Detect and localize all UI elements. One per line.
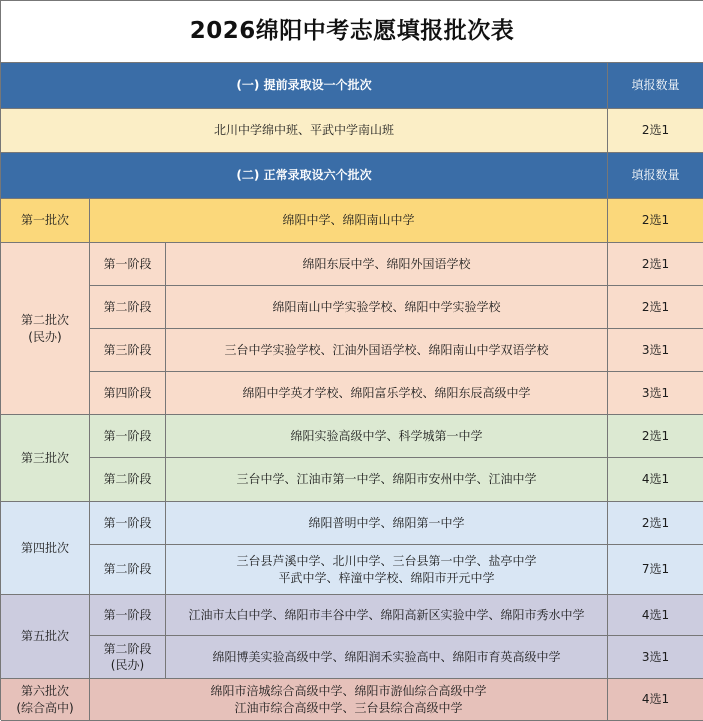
batch6-label: 第六批次 (综合高中) (1, 679, 90, 721)
batch2-stage4-schools: 绵阳中学英才学校、绵阳富乐学校、绵阳东辰高级中学 (166, 372, 608, 415)
batch2-stage4: 第四阶段 (90, 372, 166, 415)
batch5-label: 第五批次 (1, 595, 90, 679)
batch4-stage2-schools: 三台县芦溪中学、北川中学、三台县第一中学、盐亭中学 平武中学、梓潼中学校、绵阳市开元中学 (166, 545, 608, 595)
batch4-label: 第四批次 (1, 502, 90, 595)
batch2-stage4-count: 3选1 (608, 372, 703, 415)
batch5-stage1-count: 4选1 (608, 595, 703, 636)
batch5-stage2-count: 3选1 (608, 636, 703, 679)
batch6-count: 4选1 (608, 679, 703, 721)
batch4-stage1-schools: 绵阳普明中学、绵阳第一中学 (166, 502, 608, 545)
batch3-label: 第三批次 (1, 415, 90, 502)
batch4-stage2-count: 7选1 (608, 545, 703, 595)
batch5-stage1-schools: 江油市太白中学、绵阳市丰谷中学、绵阳高新区实验中学、绵阳市秀水中学 (166, 595, 608, 636)
section1-header: (一) 提前录取设一个批次 (1, 63, 608, 109)
batch3-stage2: 第二阶段 (90, 458, 166, 502)
batch3-stage2-count: 4选1 (608, 458, 703, 502)
batch4-stage1: 第一阶段 (90, 502, 166, 545)
batch2-stage3-count: 3选1 (608, 329, 703, 372)
batch2-label: 第二批次 (民办) (1, 243, 90, 415)
batch2-stage1-schools: 绵阳东辰中学、绵阳外国语学校 (166, 243, 608, 286)
batch3-stage1-schools: 绵阳实验高级中学、科学城第一中学 (166, 415, 608, 458)
section1-count-header: 填报数量 (608, 63, 703, 109)
batch3-stage1-count: 2选1 (608, 415, 703, 458)
batch1-count: 2选1 (608, 199, 703, 243)
section2-header: (二) 正常录取设六个批次 (1, 153, 608, 199)
page-title: 2026绵阳中考志愿填报批次表 (1, 1, 703, 63)
batch5-stage2: 第二阶段 (民办) (90, 636, 166, 679)
batch5-stage2-schools: 绵阳博美实验高级中学、绵阳润禾实验高中、绵阳市育英高级中学 (166, 636, 608, 679)
early-admission-count: 2选1 (608, 109, 703, 153)
batch2-stage2-count: 2选1 (608, 286, 703, 329)
batch2-stage2: 第二阶段 (90, 286, 166, 329)
batch2-stage3-schools: 三台中学实验学校、江油外国语学校、绵阳南山中学双语学校 (166, 329, 608, 372)
batch2-stage2-schools: 绵阳南山中学实验学校、绵阳中学实验学校 (166, 286, 608, 329)
batch3-stage2-schools: 三台中学、江油市第一中学、绵阳市安州中学、江油中学 (166, 458, 608, 502)
batch2-stage3: 第三阶段 (90, 329, 166, 372)
batch2-stage1: 第一阶段 (90, 243, 166, 286)
batch5-stage1: 第一阶段 (90, 595, 166, 636)
early-admission-schools: 北川中学绵中班、平武中学南山班 (1, 109, 608, 153)
batch1-label: 第一批次 (1, 199, 90, 243)
batch6-schools: 绵阳市涪城综合高级中学、绵阳市游仙综合高级中学 江油市综合高级中学、三台县综合高级中学 (90, 679, 608, 721)
batch3-stage1: 第一阶段 (90, 415, 166, 458)
batch4-stage1-count: 2选1 (608, 502, 703, 545)
batch2-stage1-count: 2选1 (608, 243, 703, 286)
batch4-stage2: 第二阶段 (90, 545, 166, 595)
section2-count-header: 填报数量 (608, 153, 703, 199)
batch1-schools: 绵阳中学、绵阳南山中学 (90, 199, 608, 243)
